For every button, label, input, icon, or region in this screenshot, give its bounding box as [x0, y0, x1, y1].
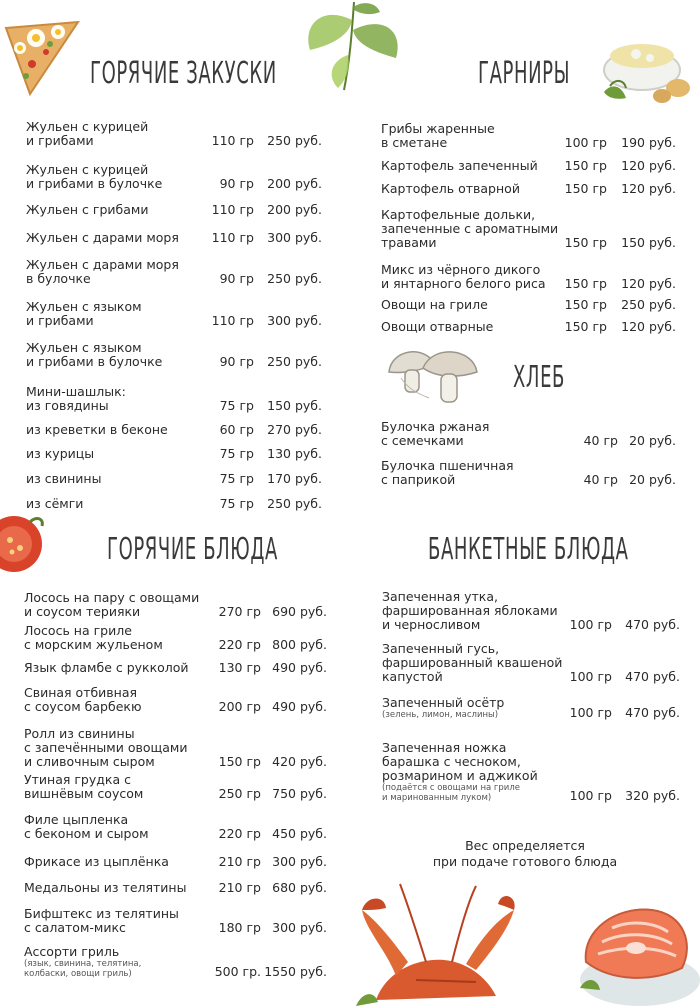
menu-item-weight: 100 гр — [569, 669, 612, 684]
menu-item-name-line: Филе цыпленка — [24, 812, 129, 827]
menu-item-name-line: из креветки в беконе — [26, 422, 168, 437]
menu-item-name-line: Жульен с курицей — [26, 119, 149, 134]
menu-item — [24, 686, 327, 714]
menu-item-name-line: Запеченный осётр — [382, 695, 505, 710]
menu-item-name-line: из свинины — [26, 471, 102, 486]
menu-item-name-line: Запеченная утка, — [382, 589, 498, 604]
menu-item-weight: 60 гр — [219, 422, 254, 437]
menu-item-name-line: в булочке — [26, 271, 91, 286]
menu-item-price: 300 руб. — [272, 920, 327, 935]
menu-item-price: 120 руб. — [621, 158, 676, 173]
menu-item-name-line: Жульен с языком — [26, 299, 142, 314]
menu-item-weight: 150 гр — [564, 235, 607, 250]
menu-item-name-line: из курицы — [26, 446, 95, 461]
menu-item-name-line: Жульен с курицей — [26, 162, 149, 177]
menu-item — [24, 881, 327, 895]
menu-item-weight: 500 гр. — [214, 964, 261, 979]
menu-item-name — [24, 945, 327, 959]
menu-item-name-line: Микс из чёрного дикого — [381, 262, 541, 277]
menu-item-name-line: фаршированная яблоками — [382, 603, 558, 618]
menu-item-weight: 130 гр — [218, 660, 261, 675]
menu-item-price: 250 руб. — [621, 297, 676, 312]
menu-item-price: 470 руб. — [625, 669, 680, 684]
menu-item-weight: 75 гр — [219, 496, 254, 511]
menu-item-weight: 150 гр — [564, 297, 607, 312]
menu-item-price: 190 руб. — [621, 135, 676, 150]
menu-item-name-line: Язык фламбе с рукколой — [24, 660, 189, 675]
menu-item-weight: 150 гр — [564, 181, 607, 196]
menu-item — [24, 624, 327, 652]
menu-item-price: 300 руб. — [267, 313, 322, 328]
menu-item-name-line: Булочка пшеничная — [381, 458, 514, 473]
menu-item-price: 170 руб. — [267, 471, 322, 486]
menu-item-weight: 250 гр — [218, 786, 261, 801]
menu-item-name-line: и грибами — [26, 313, 94, 328]
menu-item-name-line: Булочка ржаная — [381, 419, 490, 434]
garnishes-title: ГАРНИРЫ — [478, 56, 571, 91]
menu-item-weight: 110 гр — [211, 202, 254, 217]
menu-item-weight: 110 гр — [211, 313, 254, 328]
menu-item-name-line: Свиная отбивная — [24, 685, 138, 700]
menu-item-price: 800 руб. — [272, 637, 327, 652]
menu-item — [382, 696, 680, 720]
menu-item-price: 420 руб. — [272, 754, 327, 769]
menu-item-price: 470 руб. — [625, 705, 680, 720]
menu-item-name-line: Ассорти гриль — [24, 944, 120, 959]
menu-item — [24, 907, 327, 935]
menu-item-name-line: из сёмги — [26, 496, 84, 511]
menu-item-name-line: Лосось на пару с овощами — [24, 590, 200, 605]
menu-item — [382, 590, 680, 632]
menu-item-name-line: фаршированный квашеной — [382, 655, 563, 670]
menu-item-weight: 180 гр — [218, 920, 261, 935]
menu-item-price: 750 руб. — [272, 786, 327, 801]
menu-item-price: 250 руб. — [267, 271, 322, 286]
menu-item-name-line: и соусом терияки — [24, 604, 141, 619]
menu-item-weight: 210 гр — [218, 880, 261, 895]
menu-item-name-line: с салатом-микс — [24, 920, 126, 935]
menu-item-name-line: из говядины — [26, 398, 109, 413]
menu-item-weight: 220 гр — [218, 826, 261, 841]
menu-item-weight: 150 гр — [564, 158, 607, 173]
menu-item-note: и маринованным луком) — [382, 793, 492, 803]
menu-item-price: 250 руб. — [267, 133, 322, 148]
menu-item-price: 490 руб. — [272, 660, 327, 675]
menu-item-name-line: и сливочным сыром — [24, 754, 155, 769]
menu-item-name-line: Лосось на гриле — [24, 623, 132, 638]
menu-item-name-line: Запеченная ножка — [382, 740, 507, 755]
menu-item-weight: 220 гр — [218, 637, 261, 652]
menu-item — [382, 741, 680, 803]
menu-item-name-line: и черносливом — [382, 617, 481, 632]
menu-item — [24, 591, 327, 619]
menu-item-price: 300 руб. — [272, 854, 327, 869]
menu-item — [24, 945, 327, 979]
menu-item-name-line: Жульен с дарами моря — [26, 257, 179, 272]
menu-item-name-line: в сметане — [381, 135, 448, 150]
menu-item-weight: 270 гр — [218, 604, 261, 619]
menu-item-name-line: Бифштекс из телятины — [24, 906, 179, 921]
menu-item-price: 320 руб. — [625, 788, 680, 803]
menu-item-name-line: с беконом и сыром — [24, 826, 149, 841]
menu-item-name-line: Грибы жаренные — [381, 121, 495, 136]
menu-item-name-line: барашка с чесноком, — [382, 754, 521, 769]
menu-item-name-line: Картофель запеченный — [381, 158, 538, 173]
menu-item-name-line: и грибами в булочке — [26, 354, 163, 369]
menu-item-note: колбаски, овощи гриль) — [24, 969, 132, 979]
menu-item-name-line: Фрикасе из цыплёнка — [24, 854, 169, 869]
menu-item-name-line: Картофель отварной — [381, 181, 520, 196]
menu-item-name-line: вишнёвым соусом — [24, 786, 144, 801]
menu-item-note: (подаётся с овощами на гриле — [382, 783, 520, 793]
menu-item-name — [382, 741, 680, 783]
hot-snacks-title: ГОРЯЧИЕ ЗАКУСКИ — [90, 56, 277, 91]
menu-item-price: 680 руб. — [272, 880, 327, 895]
menu-item-weight: 40 гр — [583, 433, 618, 448]
menu-item-weight: 75 гр — [219, 446, 254, 461]
menu-item-weight: 100 гр — [569, 788, 612, 803]
menu-item-name-line: Картофельные дольки, — [381, 207, 536, 222]
menu-item-price: 470 руб. — [625, 617, 680, 632]
menu-item-price: 300 руб. — [267, 230, 322, 245]
menu-item-name-line: Медальоны из телятины — [24, 880, 187, 895]
menu-item-name-line: Овощи на гриле — [381, 297, 488, 312]
menu-item-name-line: и янтарного белого риса — [381, 276, 546, 291]
menu-item — [24, 855, 327, 869]
menu-item-name-line: с семечками — [381, 433, 464, 448]
menu-item-price: 200 руб. — [267, 176, 322, 191]
menu-item-weight: 200 гр — [218, 699, 261, 714]
menu-item-price: 20 руб. — [629, 472, 676, 487]
menu-item-price: 1550 руб. — [264, 964, 327, 979]
menu-item-weight: 90 гр — [219, 354, 254, 369]
menu-item-price: 150 руб. — [267, 398, 322, 413]
menu-item-price: 120 руб. — [621, 276, 676, 291]
menu-item-weight: 150 гр — [564, 319, 607, 334]
weight-note — [400, 838, 650, 870]
banquet-title: БАНКЕТНЫЕ БЛЮДА — [428, 532, 629, 567]
menu-item-name-line: Жульен с грибами — [26, 202, 149, 217]
bread-title: ХЛЕБ — [513, 360, 565, 395]
menu-item-name-line: Ролл из свинины — [24, 726, 135, 741]
menu-item-name-line: и грибами в булочке — [26, 176, 163, 191]
weight-note-line: Вес определяется — [465, 838, 585, 853]
menu-item — [24, 727, 327, 769]
menu-item-weight: 210 гр — [218, 854, 261, 869]
menu-item — [382, 642, 680, 684]
menu-item-weight: 110 гр — [211, 133, 254, 148]
menu-item-weight: 100 гр — [569, 617, 612, 632]
menu-item-weight: 150 гр — [218, 754, 261, 769]
menu-item-note: (зелень, лимон, маслины) — [382, 710, 499, 720]
menu-item — [24, 773, 327, 801]
menu-item-weight: 100 гр — [569, 705, 612, 720]
menu-item-weight: 90 гр — [219, 176, 254, 191]
menu-item-price: 690 руб. — [272, 604, 327, 619]
menu-item-weight: 90 гр — [219, 271, 254, 286]
menu-item-price: 120 руб. — [621, 319, 676, 334]
menu-item-name-line: капустой — [382, 669, 443, 684]
menu-item-name-line: с морским жульеном — [24, 637, 163, 652]
menu-item-weight: 75 гр — [219, 471, 254, 486]
menu-item-price: 450 руб. — [272, 826, 327, 841]
menu-item-price: 20 руб. — [629, 433, 676, 448]
menu-item-name-line: запеченные с ароматными — [381, 221, 559, 236]
menu-item-weight: 40 гр — [583, 472, 618, 487]
menu-item-name-line: Запеченный гусь, — [382, 641, 500, 656]
menu-item-name-line: с паприкой — [381, 472, 456, 487]
menu-item-price: 200 руб. — [267, 202, 322, 217]
menu-item-name-line: и грибами — [26, 133, 94, 148]
menu-item-name-line: розмарином и аджикой — [382, 768, 538, 783]
menu-item-name-line: Мини-шашлык: — [26, 384, 126, 399]
hot-dishes-list — [24, 0, 327, 1008]
menu-item-weight: 100 гр — [564, 135, 607, 150]
menu-item-name-line: Утиная грудка с — [24, 772, 131, 787]
menu-item — [24, 661, 327, 675]
menu-item-name-line: Жульен с дарами моря — [26, 230, 179, 245]
menu-item-name-line: Жульен с языком — [26, 340, 142, 355]
menu-item-price: 270 руб. — [267, 422, 322, 437]
menu-item-price: 490 руб. — [272, 699, 327, 714]
menu-item-price: 250 руб. — [267, 354, 322, 369]
menu-item-weight: 150 гр — [564, 276, 607, 291]
menu-item-price: 250 руб. — [267, 496, 322, 511]
menu-item-name-line: с запечёнными овощами — [24, 740, 188, 755]
menu-item-price: 150 руб. — [621, 235, 676, 250]
hot-dishes-title: ГОРЯЧИЕ БЛЮДА — [107, 532, 278, 567]
menu-item — [24, 813, 327, 841]
menu-item-name-line: травами — [381, 235, 437, 250]
menu-item-note: (язык, свинина, телятина, — [24, 959, 142, 969]
weight-note-line: при подаче готового блюда — [432, 854, 618, 869]
menu-item-weight: 110 гр — [211, 230, 254, 245]
menu-item-price: 130 руб. — [267, 446, 322, 461]
menu-item-name-line: Овощи отварные — [381, 319, 494, 334]
menu-item-name-line: с соусом барбекю — [24, 699, 142, 714]
menu-item-price: 120 руб. — [621, 181, 676, 196]
menu-item-weight: 75 гр — [219, 398, 254, 413]
